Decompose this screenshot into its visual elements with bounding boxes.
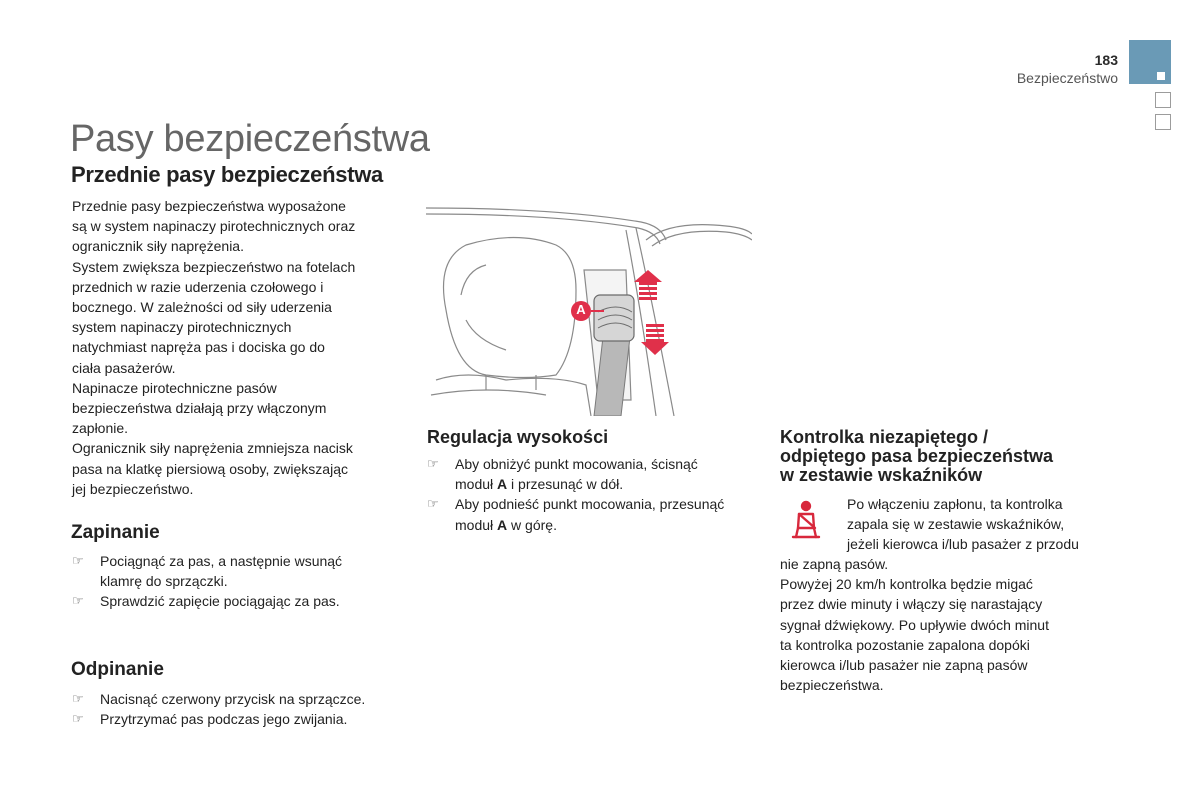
zapinanie-list [72, 551, 402, 612]
pointing-hand-icon: ☞ [72, 711, 84, 727]
pointing-hand-icon: ☞ [427, 496, 439, 512]
pointing-hand-icon: ☞ [427, 456, 439, 471]
tab-marker-active [1157, 72, 1165, 80]
intro-text [72, 196, 402, 499]
intro-line: są w system napinaczy pirotechnicznych oraz [72, 218, 356, 235]
marker-a-label: A [576, 302, 586, 317]
intro-line: system napinaczy pirotechnicznych [72, 319, 292, 336]
intro-line: bocznego. W zależności od siły uderzenia [72, 299, 332, 316]
list-item: ☞ Pociągnąć za pas, a następnie wsunąć klamrę do sprzączki. [72, 553, 343, 590]
odpinanie-heading: Odpinanie [71, 659, 164, 680]
chapter-tab [1129, 40, 1171, 84]
intro-line: pasa na klatkę piersiową osoby, zwiększając [72, 460, 348, 477]
intro-line: Napinacze pirotechniczne pasów [72, 379, 277, 396]
intro-line: Przednie pasy bezpieczeństwa wyposażone [72, 198, 346, 214]
intro-line: bezpieczeństwa działają przy włączonym [72, 400, 327, 417]
section-label: Bezpieczeństwo [1016, 70, 1118, 86]
seatbelt-warning-icon [787, 500, 825, 540]
regulacja-list [427, 454, 767, 535]
odpinanie-list [72, 689, 412, 729]
intro-line: natychmiast napręża pas i dociska go do [72, 339, 325, 356]
list-item: ☞ Aby obniżyć punkt mocowania, ścisnąć moduł A i przesunąć w dół. [427, 456, 698, 493]
list-item: ☞ Przytrzymać pas podczas jego zwijania. [72, 709, 412, 729]
tab-marker [1155, 92, 1171, 108]
intro-line: zapłonie. [72, 420, 129, 437]
intro-line: System zwiększa bezpieczeństwo na fotelach [72, 258, 356, 275]
intro-line: ciała pasażerów. [72, 359, 176, 376]
list-item: ☞ Aby podnieść punkt mocowania, przesunąć moduł A w górę. [427, 496, 725, 533]
page-subtitle: Przednie pasy bezpieczeństwa [71, 162, 383, 187]
seatbelt-height-illustration [426, 200, 752, 416]
regulacja-heading: Regulacja wysokości [427, 427, 609, 447]
kontrolka-text-intro: Po włączeniu zapłonu, ta kontrolka zapala się w zestawie wskaźników, jeżeli kierowca i/lub pasażer z przodu [847, 496, 1079, 553]
intro-line: jej bezpieczeństwo. [72, 480, 194, 497]
intro-line: Ogranicznik siły naprężenia zmniejsza nacisk [72, 440, 353, 457]
intro-line: przednich w razie uderzenia czołowego i [72, 278, 324, 295]
page-title: Pasy bezpieczeństwa [70, 118, 430, 160]
list-item: ☞ Nacisnąć czerwony przycisk na sprzączce. [72, 689, 412, 709]
list-item: ☞ Sprawdzić zapięcie pociągając za pas. [72, 591, 402, 611]
page-number: 183 [1094, 52, 1118, 68]
pointing-hand-icon: ☞ [72, 691, 84, 706]
pointing-hand-icon: ☞ [72, 593, 84, 609]
tab-marker [1155, 114, 1171, 130]
pointing-hand-icon: ☞ [72, 553, 84, 568]
zapinanie-heading: Zapinanie [71, 522, 160, 543]
kontrolka-heading: Kontrolka niezapiętego / odpiętego pasa bezpieczeństwa w zestawie wskaźników [780, 427, 1054, 485]
intro-line: ogranicznik siły naprężenia. [72, 238, 244, 255]
kontrolka-text-body: nie zapną pasów. Powyżej 20 km/h kontrolka będzie migać przez dwie minuty i włączy się narastający sygnał dźwiękowy. Po upływie dwóch minut ta kontrolka pozostanie zapalona dopóki kierowca i/lub pasażer nie zapną pasów bezpieczeństwa. [780, 556, 1049, 694]
arrow-up-icon [634, 270, 662, 300]
